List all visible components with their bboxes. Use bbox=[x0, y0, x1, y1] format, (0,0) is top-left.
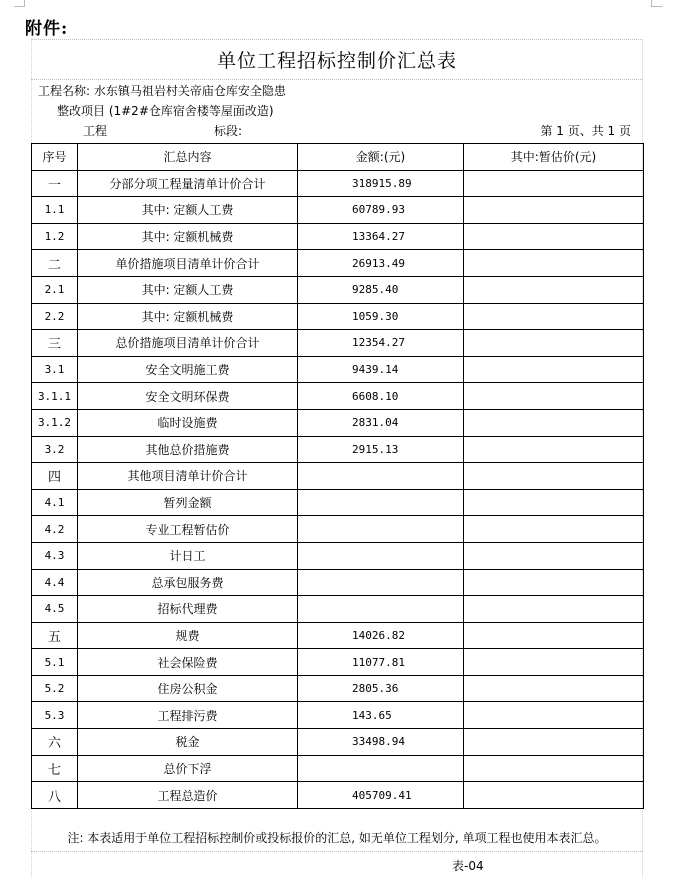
table-header-row bbox=[32, 144, 644, 171]
row-content: 总承包服务费 bbox=[78, 569, 298, 596]
row-amount: 60789.93 bbox=[298, 197, 464, 224]
column-header-estimate: 其中:暂估价(元) bbox=[464, 144, 644, 171]
corner-mark-top-left bbox=[14, 0, 25, 7]
row-amount bbox=[298, 596, 464, 623]
table-row bbox=[32, 782, 644, 809]
row-content: 工程总造价 bbox=[78, 782, 298, 809]
table-row bbox=[32, 356, 644, 383]
row-number: 3.1 bbox=[32, 356, 78, 383]
row-content: 其中: 定额人工费 bbox=[78, 197, 298, 224]
row-number: 1.1 bbox=[32, 197, 78, 224]
table-row bbox=[32, 489, 644, 516]
info-row bbox=[31, 122, 643, 140]
row-content: 总价措施项目清单计价合计 bbox=[78, 330, 298, 357]
row-content: 专业工程暂估价 bbox=[78, 516, 298, 543]
row-number: 2.1 bbox=[32, 276, 78, 303]
column-header-no: 序号 bbox=[32, 144, 78, 171]
row-number: 5.2 bbox=[32, 675, 78, 702]
row-content: 单价措施项目清单计价合计 bbox=[78, 250, 298, 277]
table-row bbox=[32, 276, 644, 303]
table-row bbox=[32, 569, 644, 596]
attachment-label: 附件: bbox=[25, 19, 69, 39]
row-content: 其中: 定额机械费 bbox=[78, 223, 298, 250]
row-content: 其他总价措施费 bbox=[78, 436, 298, 463]
column-header-content: 汇总内容 bbox=[78, 144, 298, 171]
row-number: 4.5 bbox=[32, 596, 78, 623]
row-amount bbox=[298, 542, 464, 569]
page-number: 第 1 页、共 1 页 bbox=[540, 124, 631, 138]
row-content: 社会保险费 bbox=[78, 649, 298, 676]
row-estimate bbox=[464, 569, 644, 596]
project-name-line2: 整改项目 (1#2#仓库宿舍楼等屋面改造) bbox=[57, 104, 274, 118]
row-amount: 2915.13 bbox=[298, 436, 464, 463]
row-amount: 2805.36 bbox=[298, 675, 464, 702]
row-amount bbox=[298, 489, 464, 516]
row-estimate bbox=[464, 223, 644, 250]
table-row bbox=[32, 596, 644, 623]
row-content: 税金 bbox=[78, 729, 298, 756]
table-row bbox=[32, 409, 644, 436]
row-amount bbox=[298, 755, 464, 782]
table-row bbox=[32, 436, 644, 463]
project-label: 工程 bbox=[83, 124, 108, 138]
row-amount: 13364.27 bbox=[298, 223, 464, 250]
section-label: 标段: bbox=[214, 124, 243, 138]
row-amount: 405709.41 bbox=[298, 782, 464, 809]
table-row bbox=[32, 516, 644, 543]
row-estimate bbox=[464, 463, 644, 490]
row-content: 其他项目清单计价合计 bbox=[78, 463, 298, 490]
table-body bbox=[32, 170, 644, 808]
row-number: 3.2 bbox=[32, 436, 78, 463]
row-content: 住房公积金 bbox=[78, 675, 298, 702]
row-amount: 6608.10 bbox=[298, 383, 464, 410]
table-row bbox=[32, 675, 644, 702]
row-amount: 9439.14 bbox=[298, 356, 464, 383]
row-number: 4.1 bbox=[32, 489, 78, 516]
row-estimate bbox=[464, 516, 644, 543]
row-number: 四 bbox=[32, 463, 78, 490]
row-amount: 33498.94 bbox=[298, 729, 464, 756]
column-header-amount: 金额:(元) bbox=[298, 144, 464, 171]
form-number: 表-04 bbox=[452, 859, 484, 873]
row-number: 3.1.1 bbox=[32, 383, 78, 410]
row-amount: 143.65 bbox=[298, 702, 464, 729]
row-estimate bbox=[464, 489, 644, 516]
corner-mark-top-right bbox=[651, 0, 662, 7]
table-row bbox=[32, 649, 644, 676]
table-row bbox=[32, 729, 644, 756]
table-row bbox=[32, 303, 644, 330]
row-estimate bbox=[464, 170, 644, 197]
row-amount: 9285.40 bbox=[298, 276, 464, 303]
page-title: 单位工程招标控制价汇总表 bbox=[216, 50, 457, 72]
row-estimate bbox=[464, 702, 644, 729]
row-number: 2.2 bbox=[32, 303, 78, 330]
row-estimate bbox=[464, 303, 644, 330]
row-estimate bbox=[464, 755, 644, 782]
row-amount bbox=[298, 516, 464, 543]
row-amount: 26913.49 bbox=[298, 250, 464, 277]
row-amount: 14026.82 bbox=[298, 622, 464, 649]
row-estimate bbox=[464, 197, 644, 224]
summary-table bbox=[31, 143, 644, 809]
table-row bbox=[32, 755, 644, 782]
table-note: 注: 本表适用于单位工程招标控制价或投标报价的汇总, 如无单位工程划分, 单项工程也使用本表汇总。 bbox=[67, 831, 607, 845]
row-content: 分部分项工程量清单计价合计 bbox=[78, 170, 298, 197]
row-content: 其中: 定额机械费 bbox=[78, 303, 298, 330]
row-amount: 12354.27 bbox=[298, 330, 464, 357]
table-row bbox=[32, 197, 644, 224]
row-number: 4.4 bbox=[32, 569, 78, 596]
row-content: 工程排污费 bbox=[78, 702, 298, 729]
row-amount bbox=[298, 463, 464, 490]
row-number: 六 bbox=[32, 729, 78, 756]
table-row bbox=[32, 463, 644, 490]
row-estimate bbox=[464, 596, 644, 623]
row-number: 3.1.2 bbox=[32, 409, 78, 436]
row-estimate bbox=[464, 436, 644, 463]
row-estimate bbox=[464, 729, 644, 756]
row-content: 临时设施费 bbox=[78, 409, 298, 436]
row-number: 七 bbox=[32, 755, 78, 782]
row-estimate bbox=[464, 356, 644, 383]
row-number: 5.1 bbox=[32, 649, 78, 676]
row-number: 1.2 bbox=[32, 223, 78, 250]
row-number: 一 bbox=[32, 170, 78, 197]
page-margin-top bbox=[31, 39, 643, 40]
row-content: 招标代理费 bbox=[78, 596, 298, 623]
table-row bbox=[32, 542, 644, 569]
table-row bbox=[32, 702, 644, 729]
row-number: 4.2 bbox=[32, 516, 78, 543]
row-estimate bbox=[464, 542, 644, 569]
row-estimate bbox=[464, 409, 644, 436]
row-content: 安全文明环保费 bbox=[78, 383, 298, 410]
row-number: 八 bbox=[32, 782, 78, 809]
note-divider bbox=[31, 851, 643, 852]
row-content: 安全文明施工费 bbox=[78, 356, 298, 383]
table-row bbox=[32, 170, 644, 197]
table-row bbox=[32, 223, 644, 250]
row-estimate bbox=[464, 782, 644, 809]
table-row bbox=[32, 622, 644, 649]
row-amount: 2831.04 bbox=[298, 409, 464, 436]
row-content: 其中: 定额人工费 bbox=[78, 276, 298, 303]
row-number: 二 bbox=[32, 250, 78, 277]
row-amount: 318915.89 bbox=[298, 170, 464, 197]
row-estimate bbox=[464, 675, 644, 702]
row-estimate bbox=[464, 276, 644, 303]
row-number: 五 bbox=[32, 622, 78, 649]
row-number: 三 bbox=[32, 330, 78, 357]
row-estimate bbox=[464, 250, 644, 277]
row-amount: 1059.30 bbox=[298, 303, 464, 330]
project-name-line1: 工程名称: 水东镇马祖岩村关帝庙仓库安全隐患 bbox=[38, 84, 286, 98]
row-amount: 11077.81 bbox=[298, 649, 464, 676]
table-row bbox=[32, 330, 644, 357]
title-divider bbox=[31, 79, 643, 80]
summary-sheet bbox=[31, 39, 643, 877]
row-content: 总价下浮 bbox=[78, 755, 298, 782]
row-estimate bbox=[464, 649, 644, 676]
row-estimate bbox=[464, 330, 644, 357]
table-row bbox=[32, 250, 644, 277]
row-estimate bbox=[464, 622, 644, 649]
row-number: 4.3 bbox=[32, 542, 78, 569]
row-amount bbox=[298, 569, 464, 596]
row-content: 暂列金额 bbox=[78, 489, 298, 516]
table-row bbox=[32, 383, 644, 410]
row-content: 计日工 bbox=[78, 542, 298, 569]
row-content: 规费 bbox=[78, 622, 298, 649]
row-estimate bbox=[464, 383, 644, 410]
row-number: 5.3 bbox=[32, 702, 78, 729]
